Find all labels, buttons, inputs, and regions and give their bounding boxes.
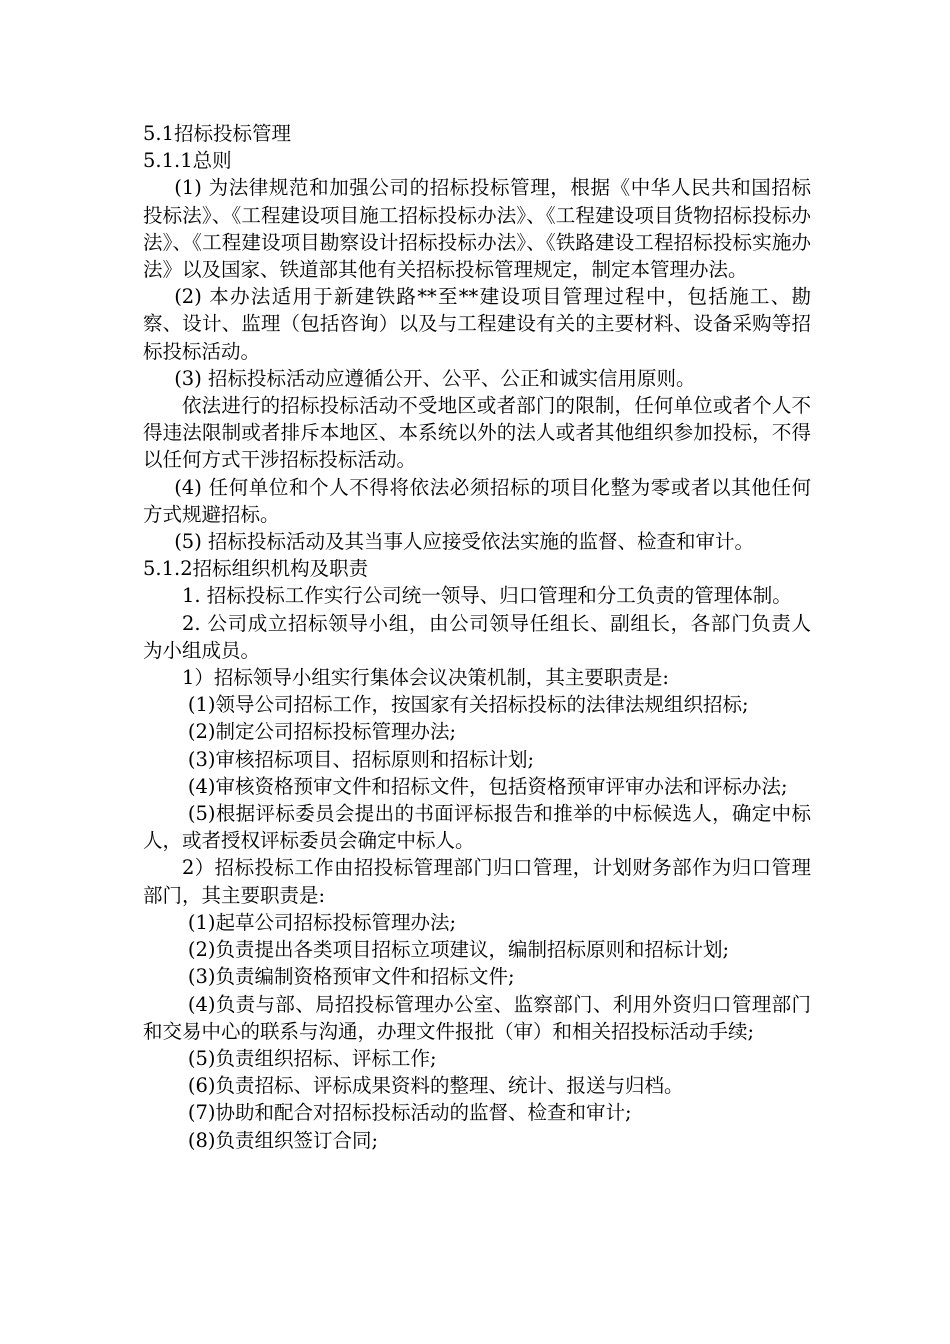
general-paragraph-4: 依法进行的招标投标活动不受地区或者部门的限制，任何单位或者个人不得违法限制或者排斥本地区、本系统以外的法人或者其他组织参加投标，不得以任何方式干涉招标投标活动。 bbox=[143, 394, 811, 472]
general-paragraph-5: (4) 任何单位和个人不得将依法必须招标的项目化整为零或者以其他任何方式规避招标。 bbox=[143, 475, 811, 526]
management-duty-6: (6)负责招标、评标成果资料的整理、统计、报送与归档。 bbox=[187, 1074, 684, 1098]
leadership-duty-5: (5)根据评标委员会提出的书面评标报告和推举的中标候选人，确定中标人，或者授权评标委员会确定中标人。 bbox=[143, 802, 811, 853]
general-paragraph-6: (5) 招标投标活动及其当事人应接受依法实施的监督、检查和审计。 bbox=[174, 530, 755, 554]
management-duty-3: (3)负责编制资格预审文件和招标文件; bbox=[187, 965, 515, 989]
document-body bbox=[143, 120, 811, 1154]
general-paragraph-3: (3) 招标投标活动应遵循公开、公平、公正和诚实信用原则。 bbox=[174, 366, 696, 390]
management-duty-7: (7)协助和配合对招标投标活动的监督、检查和审计; bbox=[187, 1101, 632, 1125]
leadership-duty-2: (2)制定公司招标投标管理办法; bbox=[187, 720, 457, 744]
management-duty-4: (4)负责与部、局招投标管理办公室、监察部门、利用外资归口管理部门和交易中心的联系与沟通，办理文件报批（审）和相关招投标活动手续; bbox=[143, 992, 811, 1043]
leadership-group-intro: 1）招标领导小组实行集体会议决策机制，其主要职责是: bbox=[182, 666, 669, 690]
section-heading-5-1-1: 5.1.1总则 bbox=[143, 149, 232, 173]
management-duty-8: (8)负责组织签订合同; bbox=[187, 1128, 379, 1152]
section-heading-5-1: 5.1招标投标管理 bbox=[143, 122, 292, 145]
leadership-duty-3: (3)审核招标项目、招标原则和招标计划; bbox=[187, 747, 535, 771]
management-duty-5: (5)负责组织招标、评标工作; bbox=[187, 1046, 437, 1070]
general-paragraph-2: (2) 本办法适用于新建铁路**至**建设项目管理过程中，包括施工、勘察、设计、监理（包括咨询）以及与工程建设有关的主要材料、设备采购等招标投标活动。 bbox=[143, 285, 811, 363]
leadership-duty-4: (4)审核资格预审文件和招标文件，包括资格预审评审办法和评标办法; bbox=[187, 774, 788, 798]
leadership-duty-1: (1)领导公司招标工作，按国家有关招标投标的法律法规组织招标; bbox=[187, 693, 749, 717]
org-item-1: 1. 招标投标工作实行公司统一领导、归口管理和分工负责的管理体制。 bbox=[182, 584, 792, 608]
management-dept-intro: 2）招标投标工作由招投标管理部门归口管理，计划财务部作为归口管理部门，其主要职责是: bbox=[143, 856, 811, 907]
management-duty-2: (2)负责提出各类项目招标立项建议，编制招标原则和招标计划; bbox=[187, 938, 730, 962]
org-item-2: 2. 公司成立招标领导小组，由公司领导任组长、副组长，各部门负责人为小组成员。 bbox=[143, 611, 811, 662]
section-heading-5-1-2: 5.1.2招标组织机构及职责 bbox=[143, 557, 369, 581]
general-paragraph-1: (1) 为法律规范和加强公司的招标投标管理，根据《中华人民共和国招标投标法》、《工程建设项目施工招标投标办法》、《工程建设项目货物招标投标办法》、《工程建设项目勘察设计招标投标办法》、《铁路建设工程招标投标实施办法》以及国家、铁道部其他有关招标投标管理规定，制定本管理办法。 bbox=[143, 176, 811, 282]
management-duty-1: (1)起草公司招标投标管理办法; bbox=[187, 910, 457, 934]
